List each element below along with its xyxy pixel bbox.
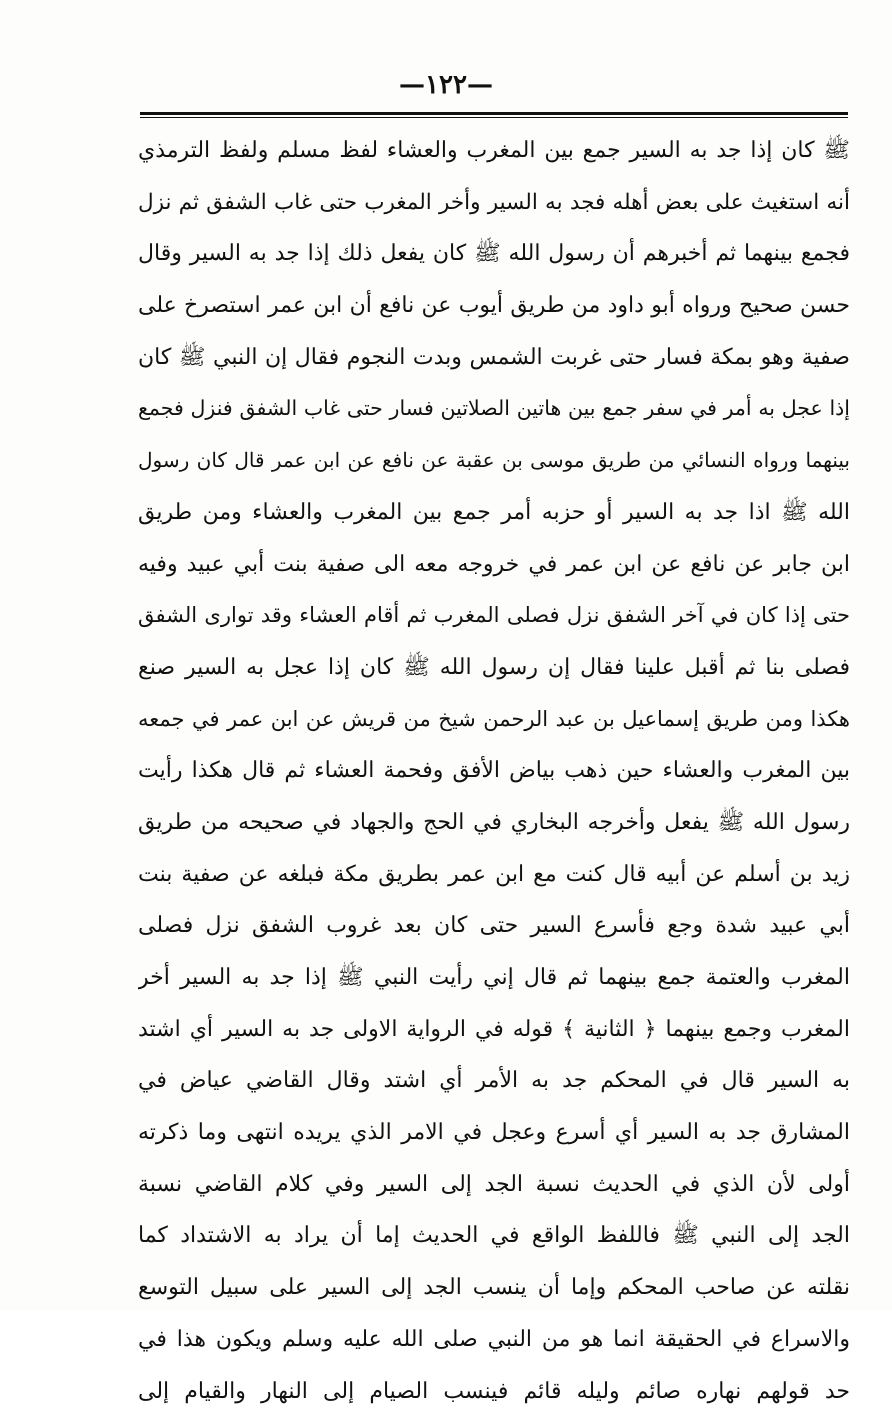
text-line: الله ﷺ اذا جد به السير أو حزبه أمر جمع بين المغرب والعشاء ومن طريق	[138, 487, 850, 539]
text-line: أبي عبيد شدة وجع فأسرع السير حتى كان بعد غروب الشفق نزل فصلى	[138, 900, 850, 952]
text-line: نقلته عن صاحب المحكم وإما أن ينسب الجد إلى السير على سبيل التوسع	[138, 1262, 850, 1314]
text-line: أنه استغيث على بعض أهله فجد به السير وأخر المغرب حتى غاب الشفق ثم نزل	[138, 177, 850, 229]
text-line: حد قولهم نهاره صائم وليله قائم فينسب الصيام إلى النهار والقيام إلى	[138, 1366, 850, 1417]
text-line: زيد بن أسلم عن أبيه قال كنت مع ابن عمر بطريق مكة فبلغه عن صفية بنت	[138, 849, 850, 901]
page-body-text	[138, 125, 850, 1417]
text-line: الجد إلى النبي ﷺ فاللفظ الواقع في الحديث إما أن يراد به الاشتداد كما	[138, 1210, 850, 1262]
text-line: حتى إذا كان في آخر الشفق نزل فصلى المغرب ثم أقام العشاء وقد توارى الشفق	[138, 590, 850, 642]
header-rule	[140, 112, 848, 118]
text-line: صفية وهو بمكة فسار حتى غربت الشمس وبدت النجوم فقال إن النبي ﷺ كان	[138, 332, 850, 384]
text-line: المغرب والعتمة جمع بينهما ثم قال إني رأيت النبي ﷺ إذا جد به السير أخر	[138, 952, 850, 1004]
text-line: المغرب وجمع بينهما ﴿ الثانية ﴾ قوله في الرواية الاولى جد به السير أي اشتد	[138, 1004, 850, 1056]
text-line: بينهما ورواه النسائي من طريق موسى بن عقبة عن نافع عن ابن عمر قال كان رسول	[138, 435, 850, 487]
text-line: به السير قال في المحكم جد به الأمر أي اشتد وقال القاضي عياض في	[138, 1055, 850, 1107]
text-line: هكذا ومن طريق إسماعيل بن عبد الرحمن شيخ من قريش عن ابن عمر في جمعه	[138, 694, 850, 746]
text-line: ﷺ كان إذا جد به السير جمع بين المغرب والعشاء لفظ مسلم ولفظ الترمذي	[138, 125, 850, 177]
text-line: المشارق جد به السير أي أسرع وعجل في الامر الذي يريده انتهى وما ذكرته	[138, 1107, 850, 1159]
page-number: —١٢٢—	[0, 68, 892, 102]
text-line: إذا عجل به أمر في سفر جمع بين هاتين الصلاتين فسار حتى غاب الشفق فنزل فجمع	[138, 383, 850, 435]
text-line: فصلى بنا ثم أقبل علينا فقال إن رسول الله ﷺ كان إذا عجل به السير صنع	[138, 642, 850, 694]
text-line: فجمع بينهما ثم أخبرهم أن رسول الله ﷺ كان يفعل ذلك إذا جد به السير وقال	[138, 228, 850, 280]
text-line: حسن صحيح ورواه أبو داود من طريق أيوب عن نافع أن ابن عمر استصرخ على	[138, 280, 850, 332]
text-line: والاسراع في الحقيقة انما هو من النبي صلى الله عليه وسلم ويكون هذا في	[138, 1314, 850, 1366]
text-line: رسول الله ﷺ يفعل وأخرجه البخاري في الحج والجهاد في صحيحه من طريق	[138, 797, 850, 849]
text-line: أولى لأن الذي في الحديث نسبة الجد إلى السير وفي كلام القاضي نسبة	[138, 1159, 850, 1211]
text-line: ابن جابر عن نافع عن ابن عمر في خروجه معه الى صفية بنت أبي عبيد وفيه	[138, 539, 850, 591]
text-line: بين المغرب والعشاء حين ذهب بياض الأفق وفحمة العشاء ثم قال هكذا رأيت	[138, 745, 850, 797]
